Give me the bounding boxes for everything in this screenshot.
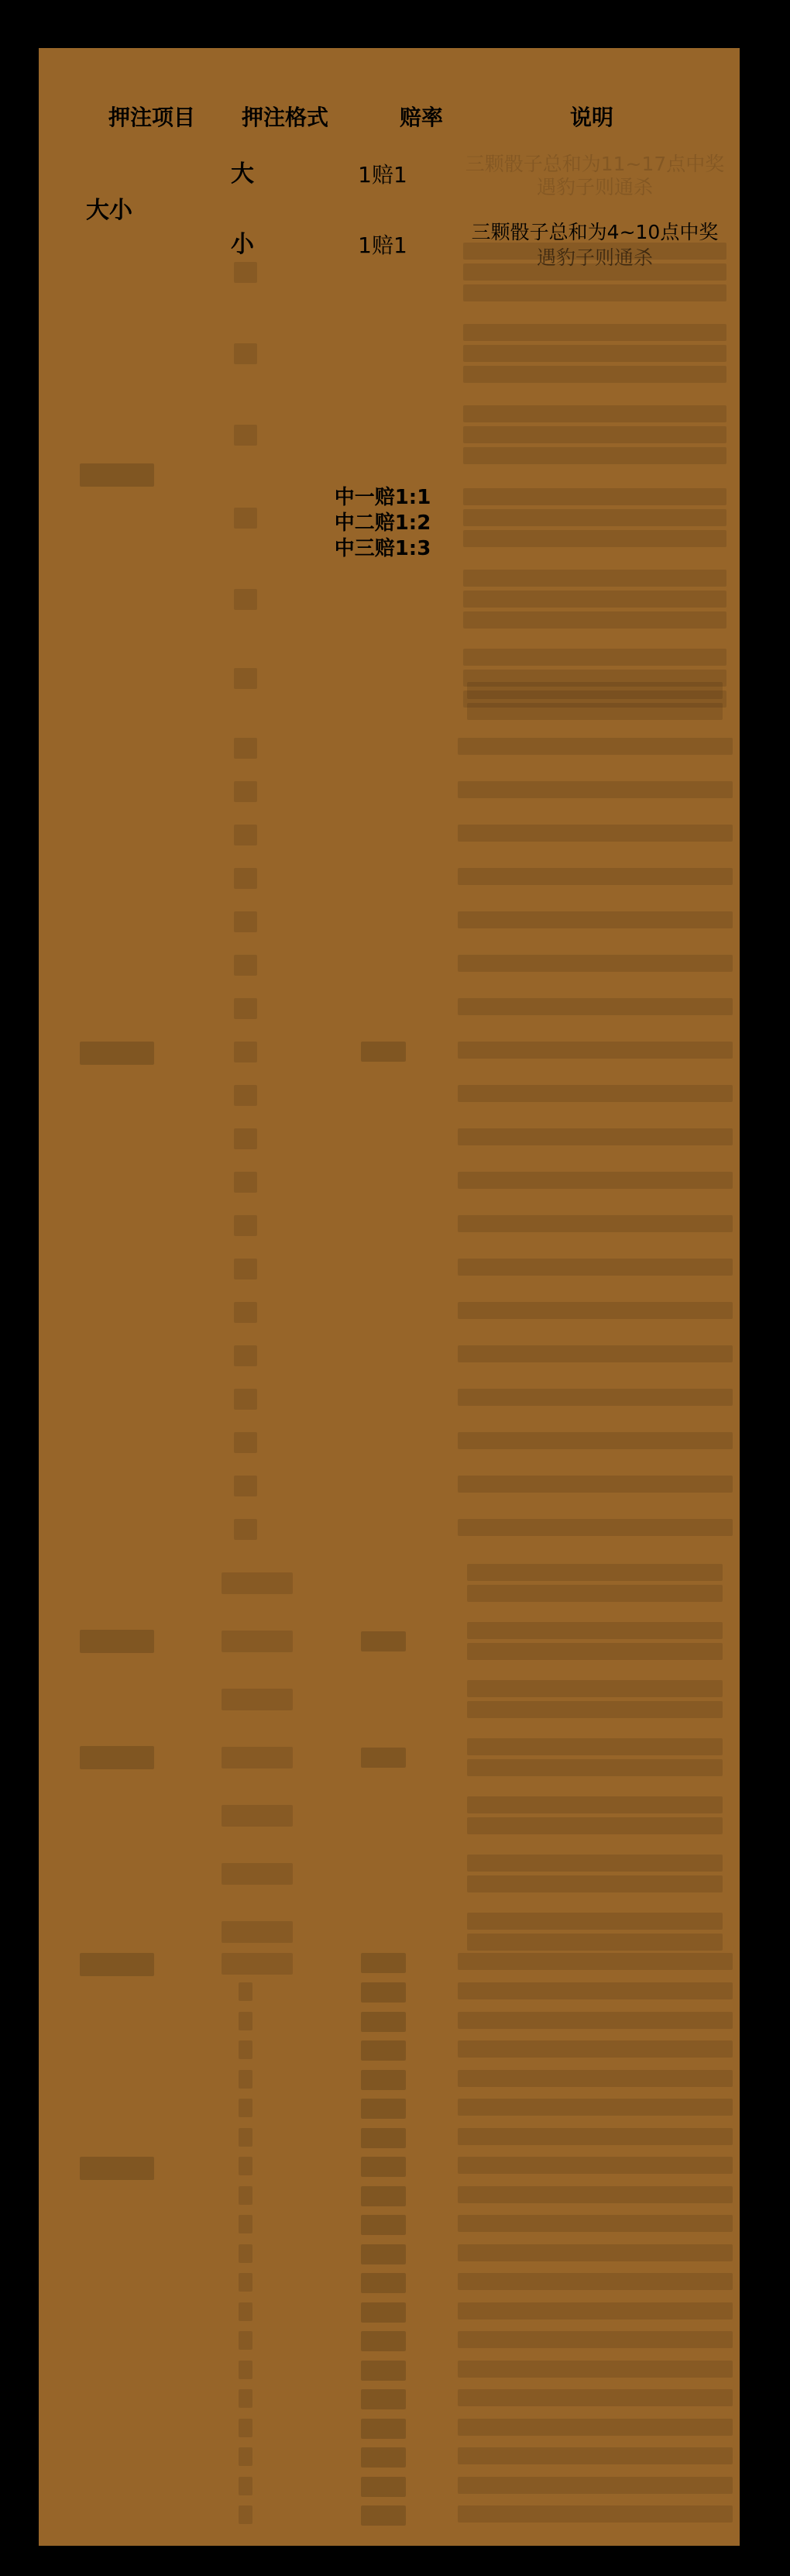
illegible-text-block (80, 463, 154, 487)
description-big-line1: 三颗骰子总和为11~17点中奖 (465, 153, 725, 175)
illegible-text-block (234, 955, 257, 976)
description-small-line1: 三颗骰子总和为4~10点中奖 (471, 221, 719, 243)
illegible-text-block (234, 781, 257, 802)
bet-format-big: 大 (231, 160, 254, 188)
illegible-text-block (467, 1701, 723, 1718)
illegible-text-block (467, 1817, 723, 1834)
illegible-text-block (458, 868, 733, 885)
illegible-text-block (239, 1982, 252, 2001)
illegible-text-block (458, 1476, 733, 1493)
illegible-text-block (234, 1172, 257, 1193)
illegible-text-block (458, 2099, 733, 2116)
illegible-text-block (234, 668, 257, 689)
illegible-text-block (239, 2244, 252, 2263)
illegible-text-block (239, 2215, 252, 2233)
illegible-text-block (463, 284, 726, 301)
illegible-text-block (361, 1042, 406, 1062)
illegible-text-block (361, 2477, 406, 2497)
illegible-text-block (234, 1476, 257, 1496)
illegible-text-block (463, 530, 726, 547)
illegible-text-block (239, 2273, 252, 2292)
illegible-text-block (467, 1759, 723, 1776)
illegible-text-block (458, 1128, 733, 1145)
odds-ladder-line-2: 中二赔1:2 (334, 511, 431, 535)
description-big-line2: 遇豹子则通杀 (536, 176, 654, 198)
illegible-text-block (234, 1389, 257, 1410)
illegible-text-block (361, 2128, 406, 2148)
illegible-text-block (467, 682, 723, 699)
illegible-text-block (361, 2040, 406, 2061)
illegible-text-block (467, 703, 723, 720)
illegible-text-block (239, 2477, 252, 2495)
illegible-text-block (234, 1432, 257, 1453)
illegible-text-block (458, 2040, 733, 2058)
illegible-text-block (234, 1519, 257, 1540)
illegible-text-block (222, 1572, 293, 1594)
odds-value-small: 1赔1 (358, 232, 407, 258)
illegible-text-block (80, 2157, 154, 2180)
illegible-text-block (458, 2361, 733, 2378)
illegible-text-block (239, 2070, 252, 2089)
odds-value-big: 1赔1 (358, 162, 407, 188)
illegible-text-block (458, 2215, 733, 2232)
illegible-text-block (239, 2157, 252, 2175)
illegible-text-block (463, 345, 726, 362)
illegible-text-block (458, 911, 733, 928)
illegible-text-block (361, 2070, 406, 2090)
illegible-text-block (361, 2505, 406, 2526)
illegible-text-block (458, 781, 733, 798)
illegible-text-block (458, 1302, 733, 1319)
illegible-text-block (458, 1259, 733, 1276)
illegible-text-block (458, 955, 733, 972)
illegible-text-block (361, 2447, 406, 2468)
illegible-text-block (458, 1982, 733, 1999)
illegible-text-block (467, 1796, 723, 1813)
illegible-text-block (458, 2477, 733, 2494)
rules-panel (39, 48, 740, 2546)
illegible-text-block (234, 425, 257, 446)
column-header-bet-item: 押注项目 (108, 105, 196, 130)
illegible-text-block (361, 2157, 406, 2177)
illegible-text-block (234, 825, 257, 845)
illegible-text-block (80, 1042, 154, 1065)
illegible-text-block (361, 2215, 406, 2235)
illegible-text-block (239, 2302, 252, 2321)
odds-ladder-line-1: 中一赔1:1 (334, 486, 431, 509)
illegible-text-block (361, 2273, 406, 2293)
column-header-bet-format: 押注格式 (241, 105, 329, 130)
illegible-text-block (239, 2331, 252, 2350)
illegible-text-block (239, 2186, 252, 2205)
illegible-text-block (467, 1622, 723, 1639)
illegible-text-block (463, 591, 726, 608)
illegible-text-block (234, 1085, 257, 1106)
illegible-text-block (467, 1680, 723, 1697)
illegible-text-block (361, 2302, 406, 2323)
illegible-text-block (467, 1643, 723, 1660)
illegible-text-block (467, 1934, 723, 1951)
illegible-text-block (361, 2186, 406, 2206)
illegible-text-block (463, 488, 726, 505)
illegible-text-block (239, 2447, 252, 2466)
illegible-text-block (239, 2012, 252, 2030)
illegible-text-block (361, 2244, 406, 2264)
illegible-text-block (463, 570, 726, 587)
illegible-text-block (458, 1042, 733, 1059)
illegible-text-block (222, 1805, 293, 1827)
illegible-text-block (458, 825, 733, 842)
illegible-text-block (458, 2505, 733, 2523)
illegible-text-block (234, 911, 257, 932)
illegible-text-block (458, 2070, 733, 2087)
illegible-text-block (80, 1630, 154, 1653)
illegible-text-block (361, 2099, 406, 2119)
illegible-text-block (80, 1746, 154, 1769)
illegible-text-block (234, 1042, 257, 1062)
illegible-text-block (234, 1128, 257, 1149)
illegible-text-block (80, 1953, 154, 1976)
illegible-text-block (234, 343, 257, 364)
illegible-text-block (458, 1953, 733, 1970)
bet-item-label-bigsmall: 大小 (86, 197, 132, 224)
illegible-text-block (361, 2361, 406, 2381)
illegible-text-block (467, 1585, 723, 1602)
illegible-text-block (234, 1259, 257, 1279)
illegible-text-block (239, 2361, 252, 2379)
illegible-text-block (222, 1863, 293, 1885)
description-small-line2: 遇豹子则通杀 (536, 246, 654, 269)
illegible-text-block (234, 868, 257, 889)
illegible-text-block (463, 649, 726, 666)
illegible-text-block (234, 508, 257, 529)
odds-ladder-line-3: 中三赔1:3 (334, 537, 431, 560)
illegible-text-block (234, 1302, 257, 1323)
illegible-text-block (361, 1631, 406, 1651)
illegible-text-block (458, 1389, 733, 1406)
illegible-text-block (361, 2419, 406, 2439)
illegible-text-block (458, 2331, 733, 2348)
column-header-odds: 赔率 (399, 105, 444, 130)
illegible-text-block (458, 1085, 733, 1102)
illegible-text-block (463, 447, 726, 464)
illegible-text-block (467, 1855, 723, 1872)
illegible-text-block (361, 1748, 406, 1768)
illegible-text-block (458, 1432, 733, 1449)
illegible-text-block (239, 2040, 252, 2059)
illegible-text-block (467, 1875, 723, 1892)
bet-format-small: 小 (231, 231, 254, 258)
illegible-text-block (234, 589, 257, 610)
illegible-text-block (458, 2012, 733, 2029)
illegible-text-block (463, 243, 726, 260)
illegible-text-block (234, 262, 257, 283)
column-header-description: 说明 (569, 105, 614, 130)
illegible-text-block (458, 1215, 733, 1232)
illegible-text-block (239, 2099, 252, 2117)
illegible-text-block (467, 1913, 723, 1930)
illegible-text-block (463, 611, 726, 629)
illegible-text-block (463, 426, 726, 443)
illegible-text-block (239, 2419, 252, 2437)
illegible-text-block (361, 2012, 406, 2032)
illegible-text-block (467, 1738, 723, 1755)
illegible-text-block (458, 1519, 733, 1536)
illegible-text-block (458, 2447, 733, 2464)
illegible-text-block (222, 1953, 293, 1975)
illegible-text-block (234, 1345, 257, 1366)
illegible-text-block (458, 2389, 733, 2406)
illegible-text-block (463, 324, 726, 341)
illegible-text-block (463, 509, 726, 526)
illegible-text-block (222, 1921, 293, 1943)
illegible-text-block (222, 1631, 293, 1652)
illegible-text-block (463, 263, 726, 281)
illegible-text-block (458, 2419, 733, 2436)
illegible-text-block (458, 1172, 733, 1189)
illegible-text-block (361, 1982, 406, 2003)
illegible-text-block (239, 2389, 252, 2408)
illegible-text-block (467, 1564, 723, 1581)
illegible-text-block (234, 1215, 257, 1236)
illegible-text-block (458, 2157, 733, 2174)
illegible-text-block (458, 1345, 733, 1362)
illegible-text-block (458, 738, 733, 755)
illegible-text-block (458, 2186, 733, 2203)
illegible-text-block (222, 1747, 293, 1768)
illegible-text-block (458, 2128, 733, 2145)
illegible-text-block (234, 998, 257, 1019)
illegible-text-block (361, 2389, 406, 2409)
illegible-text-block (458, 2302, 733, 2319)
illegible-text-block (234, 738, 257, 759)
illegible-text-block (458, 2273, 733, 2290)
illegible-text-block (361, 2331, 406, 2351)
illegible-text-block (463, 366, 726, 383)
illegible-text-block (458, 998, 733, 1015)
illegible-text-block (239, 2505, 252, 2524)
illegible-text-block (361, 1953, 406, 1973)
illegible-text-block (458, 2244, 733, 2261)
illegible-text-block (463, 405, 726, 422)
illegible-text-block (239, 2128, 252, 2147)
illegible-text-block (222, 1689, 293, 1710)
